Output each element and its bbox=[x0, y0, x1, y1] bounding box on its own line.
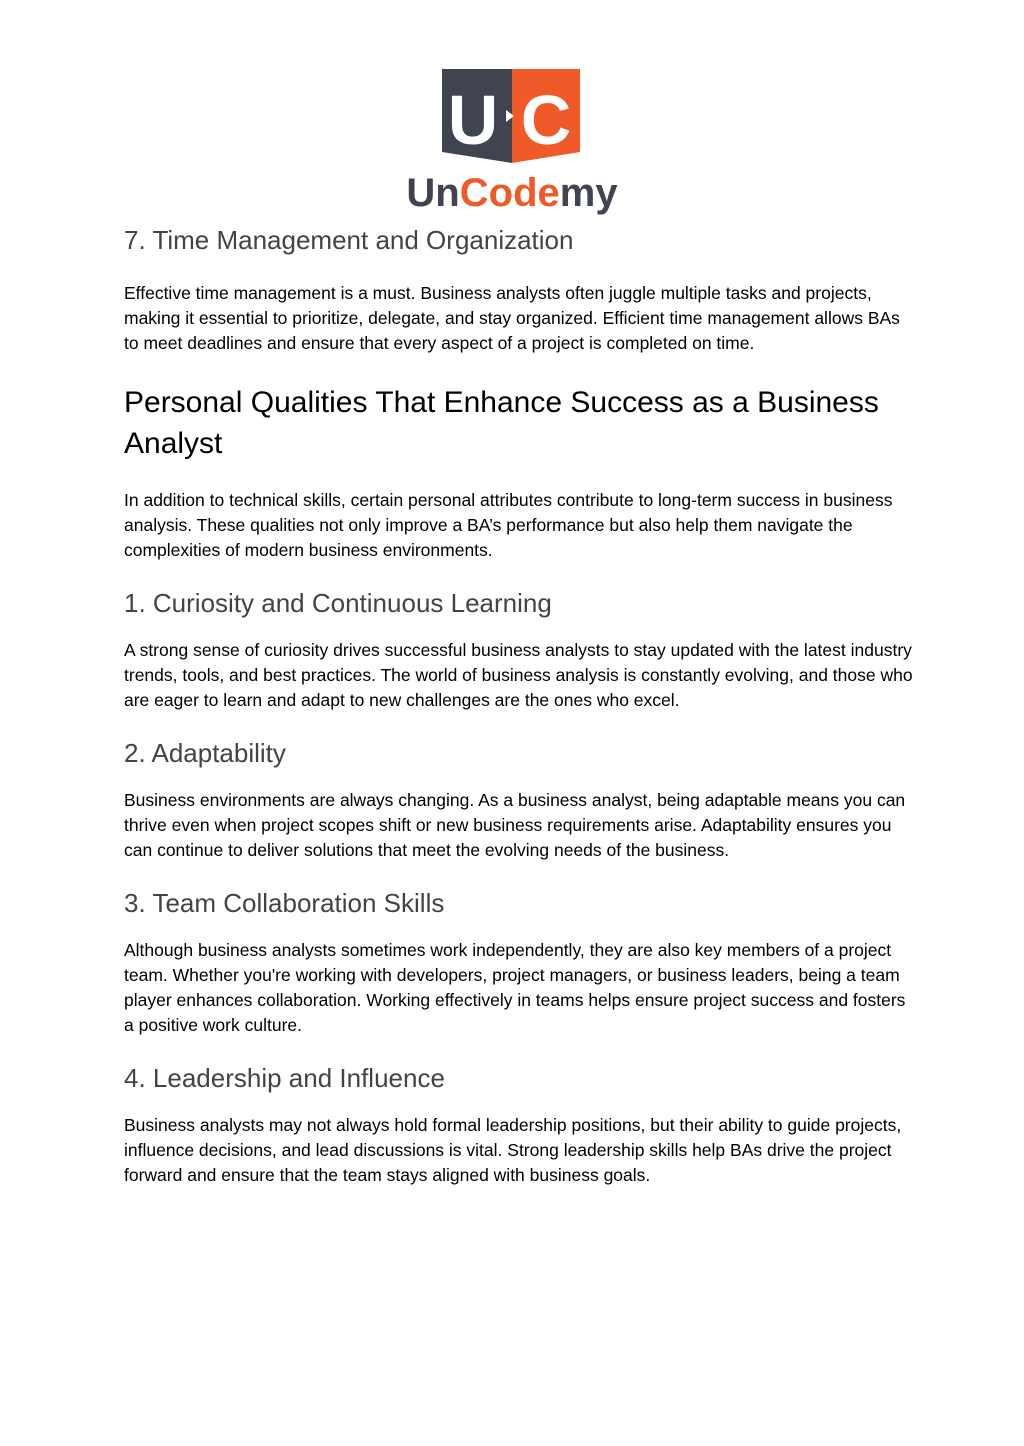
section-body-curiosity: A strong sense of curiosity drives successful business analysts to stay updated with the latest industry trends, tools, and best practices. The world of business analysis is constantly evolving, and those who are eager to learn and adapt to new challenges are the ones who excel. bbox=[124, 640, 913, 710]
logo-letter-u: U bbox=[447, 81, 499, 159]
uncodemy-logo-graphic bbox=[400, 66, 624, 216]
section-body-team-collaboration: Although business analysts sometimes work independently, they are also key members of a project team. Whether you're working with developers, project managers, or business leaders, being a team player enhances collaboration. Working effectively in teams helps ensure project success and fosters a positive work culture. bbox=[124, 940, 906, 1035]
logo-wordmark-un: Un bbox=[406, 171, 460, 215]
logo-wordmark-code: Code bbox=[459, 171, 560, 215]
section-body-adaptability: Business environments are always changing. As a business analyst, being adaptable means you can thrive even when project scopes shift or new business requirements arise. Adaptability ensures you can continue to deliver solutions that meet the evolving needs of the business. bbox=[124, 790, 906, 860]
section-intro-personal-qualities: In addition to technical skills, certain personal attributes contribute to long-term success in business analysis. These qualities not only improve a BA’s performance but also help them navigate the complexities of modern business environments. bbox=[124, 490, 893, 560]
section-body-time-management: Effective time management is a must. Business analysts often juggle multiple tasks and projects, making it essential to prioritize, delegate, and stay organized. Efficient time management allows BAs to meet deadlines and ensure that every aspect of a project is completed on time. bbox=[124, 283, 900, 353]
section-heading-personal-qualities: Personal Qualities That Enhance Success as a Business Analyst bbox=[124, 386, 879, 460]
section-heading-time-management: 7. Time Management and Organization bbox=[124, 225, 574, 255]
section-body-leadership: Business analysts may not always hold formal leadership positions, but their ability to guide projects, influence decisions, and lead discussions is vital. Strong leadership skills help BAs drive the project forward and ensure that the team stays aligned with business goals. bbox=[124, 1115, 902, 1185]
section-heading-leadership: 4. Leadership and Influence bbox=[124, 1063, 445, 1093]
logo-wordmark-my: my bbox=[559, 171, 618, 215]
logo-letter-c: C bbox=[520, 81, 572, 159]
logo-wordmark bbox=[406, 171, 618, 215]
section-heading-adaptability: 2. Adaptability bbox=[124, 738, 286, 768]
document-content bbox=[124, 222, 914, 1188]
section-heading-team-collaboration: 3. Team Collaboration Skills bbox=[124, 888, 445, 918]
section-heading-curiosity: 1. Curiosity and Continuous Learning bbox=[124, 588, 552, 618]
uncodemy-logo bbox=[400, 66, 624, 216]
